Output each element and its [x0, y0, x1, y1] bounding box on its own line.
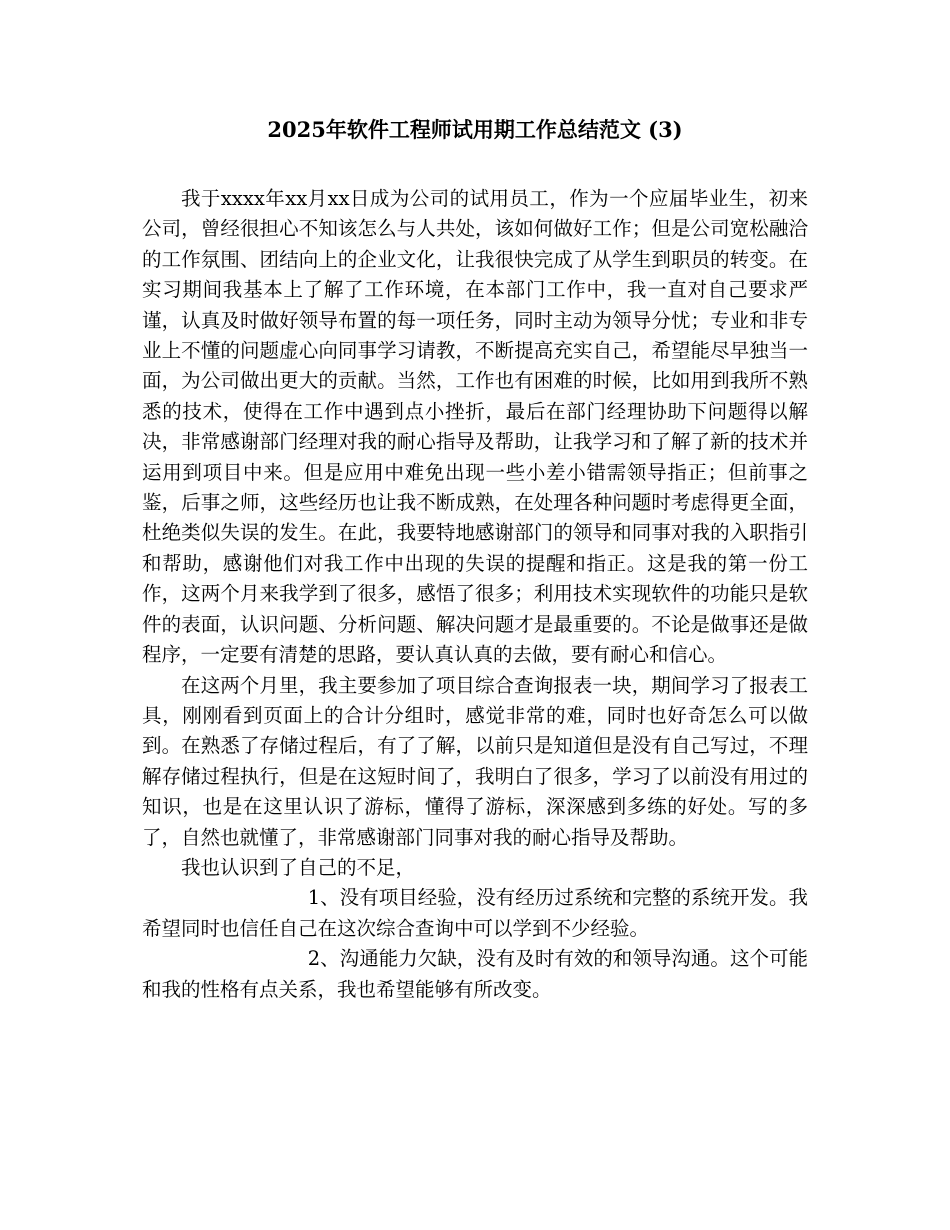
- document-body: [142, 184, 808, 1005]
- paragraph-1: 我于xxxx年xx月xx日成为公司的试用员工，作为一个应届毕业生，初来公司，曾经很担心不知该怎么与人共处，该如何做好工作；但是公司宽松融洽的工作氛围、团结向上的企业文化，让我很快完成了从学生到职员的转变。在实习期间我基本上了解了工作环境，在本部门工作中，我一直对自己要求严谨，认真及时做好领导布置的每一项任务，同时主动为领导分忧；专业和非专业上不懂的问题虚心向同事学习请教，不断提高充实自己，希望能尽早独当一面，为公司做出更大的贡献。当然，工作也有困难的时候，比如用到我所不熟悉的技术，使得在工作中遇到点小挫折，最后在部门经理协助下问题得以解决，非常感谢部门经理对我的耐心指导及帮助，让我学习和了解了新的技术并运用到项目中来。但是应用中难免出现一些小差小错需领导指正；但前事之鉴，后事之师，这些经历也让我不断成熟，在处理各种问题时考虑得更全面，杜绝类似失误的发生。在此，我要特地感谢部门的领导和同事对我的入职指引和帮助，感谢他们对我工作中出现的失误的提醒和指正。这是我的第一份工作，这两个月来我学到了很多，感悟了很多；利用技术实现软件的功能只是软件的表面，认识问题、分析问题、解决问题才是最重要的。不论是做事还是做程序，一定要有清楚的思路，要认真认真的去做，要有耐心和信心。: [142, 187, 808, 667]
- document-title: 2025年软件工程师试用期工作总结范文 (3): [267, 117, 683, 142]
- list-item-2: 2、沟通能力欠缺，没有及时有效的和领导沟通。这个可能和我的性格有点关系，我也希望能够有所改变。: [142, 947, 808, 1001]
- paragraph-2: 在这两个月里，我主要参加了项目综合查询报表一块，期间学习了报表工具，刚刚看到页面上的合计分组时，感觉非常的难，同时也好奇怎么可以做到。在熟悉了存储过程后，有了了解，以前只是知道但是没有自己写过，不理解存储过程执行，但是在这短时间了，我明白了很多，学习了以前没有用过的知识，也是在这里认识了游标，懂得了游标，深深感到多练的好处。写的多了，自然也就懂了，非常感谢部门同事对我的耐心指导及帮助。: [142, 673, 808, 849]
- list-item-1: 1、没有项目经验，没有经历过系统和完整的系统开发。我希望同时也信任自己在这次综合查询中可以学到不少经验。: [142, 886, 808, 940]
- paragraph-3: 我也认识到了自己的不足，: [181, 855, 416, 879]
